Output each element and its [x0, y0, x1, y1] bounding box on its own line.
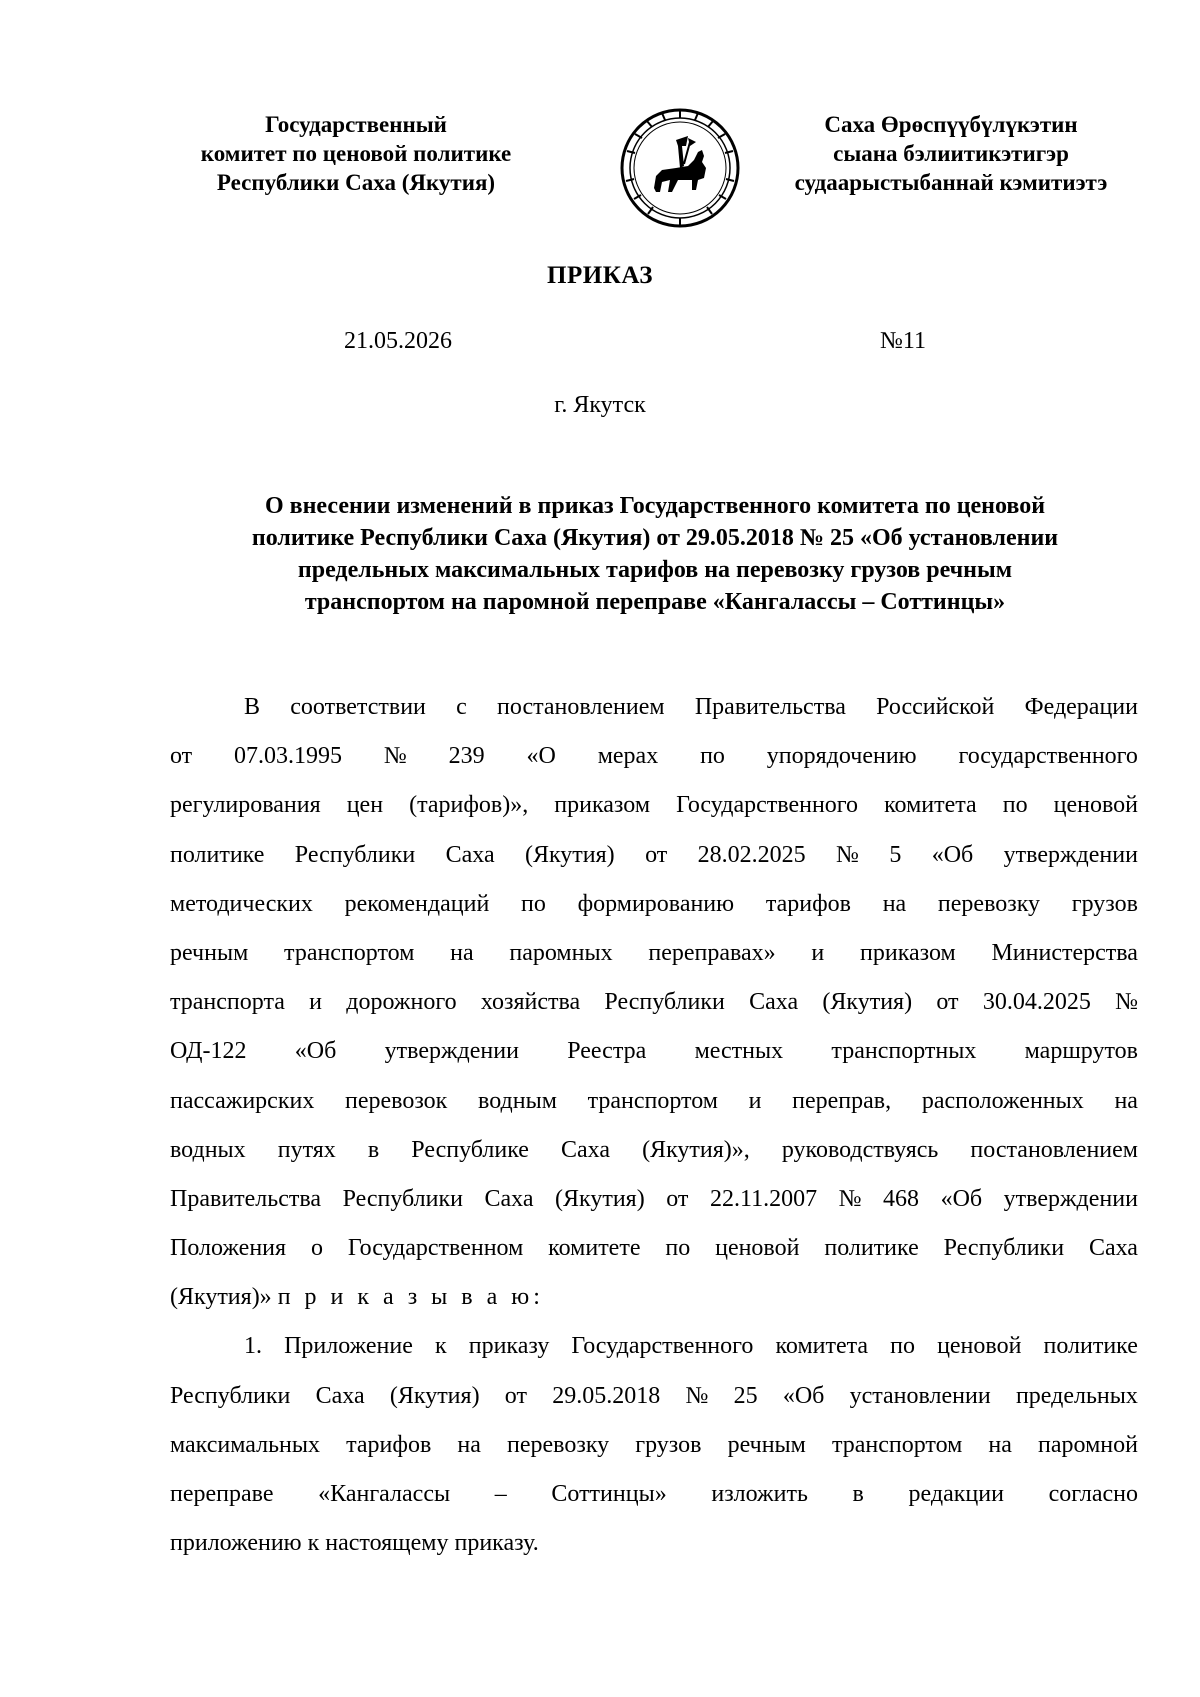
body-word: перевозку — [937, 890, 1041, 917]
agency-name-ru-line-1: Государственный — [265, 112, 447, 137]
body-word: «Кангалассы — [318, 1481, 451, 1507]
body-word: грузов — [1071, 890, 1138, 917]
body-line — [170, 1027, 1138, 1076]
order-subject — [170, 490, 1140, 618]
body-word: на — [457, 1431, 481, 1458]
body-word: Саха — [484, 1185, 534, 1212]
body-word: № — [383, 743, 407, 770]
body-word: комитета — [884, 792, 977, 819]
body-word: государственного — [958, 743, 1138, 770]
body-word: на — [450, 939, 474, 966]
body-word: речным — [727, 1431, 806, 1458]
body-word: 5 — [889, 841, 902, 868]
order-verb: п р и к а з ы в а ю: — [277, 1284, 544, 1311]
body-line — [170, 880, 1138, 929]
body-word: ОД-122 — [170, 1038, 247, 1065]
body-word: транспортных — [831, 1038, 977, 1065]
body-word: Республики — [342, 1185, 463, 1212]
body-word: Государственного — [676, 792, 859, 819]
body-word: «Об — [931, 841, 974, 868]
body-word: № — [685, 1382, 709, 1409]
body-line — [170, 929, 1138, 978]
order-city: г. Якутск — [554, 392, 646, 418]
body-word: 22.11.2007 — [709, 1185, 818, 1212]
body-word: переправ, — [792, 1087, 892, 1114]
body-word: согласно — [1048, 1481, 1138, 1507]
body-word: расположенных — [921, 1087, 1084, 1114]
body-word: паромных — [509, 939, 613, 966]
body-text-fragment: приложению к настоящему приказу. — [170, 1530, 539, 1557]
body-line — [170, 1421, 1138, 1470]
body-word: от — [936, 989, 959, 1016]
body-word: Саха — [749, 989, 799, 1016]
body-word: ценовой — [937, 1333, 1022, 1360]
body-word: изложить — [711, 1481, 808, 1507]
body-word: 239 — [448, 743, 485, 770]
body-word: и — [309, 989, 323, 1016]
body-word: Республики — [604, 989, 725, 1016]
body-word: по — [700, 743, 725, 770]
body-word: транспортом — [284, 939, 415, 966]
body-word: № — [836, 841, 859, 868]
body-word: на — [1114, 1087, 1138, 1114]
body-word: транспорта — [170, 989, 285, 1016]
body-word: (Якутия) — [822, 989, 913, 1016]
body-line — [170, 1224, 1138, 1273]
body-line — [170, 1273, 1138, 1322]
body-word: руководствуясь — [781, 1136, 939, 1163]
body-word: «Об — [940, 1185, 983, 1212]
subject-line: О внесении изменений в приказ Государственного комитета по ценовой — [264, 493, 1046, 519]
body-word: политике — [1043, 1333, 1138, 1360]
body-line — [170, 831, 1138, 880]
body-word: 29.05.2018 — [552, 1382, 661, 1409]
subject-line: предельных максимальных тарифов на перевозку грузов речным — [297, 557, 1013, 583]
body-word: Положения — [170, 1235, 287, 1262]
body-word: комитете — [548, 1235, 641, 1262]
body-word: речным — [170, 939, 249, 966]
body-word: переправах» — [648, 939, 776, 966]
body-word: от — [504, 1382, 527, 1409]
body-line — [170, 1175, 1138, 1224]
body-word: мерах — [597, 743, 659, 770]
body-word: рекомендаций — [344, 890, 490, 917]
body-word: соответствии — [290, 694, 426, 720]
body-word: по — [665, 1235, 691, 1262]
order-body — [170, 683, 1138, 1568]
agency-name-sah-line-3: судаарыстыбаннай кэмитиэтэ — [794, 170, 1108, 195]
body-word: Республики — [170, 1382, 291, 1409]
body-word: комитета — [775, 1333, 869, 1360]
body-word: к — [434, 1333, 447, 1360]
body-word: Саха — [1088, 1235, 1138, 1262]
body-word: «О — [526, 743, 556, 770]
body-word: приказом — [860, 939, 956, 966]
body-line — [170, 1077, 1138, 1126]
body-text-fragment: (Якутия)» — [170, 1284, 272, 1311]
body-word: и — [748, 1087, 762, 1114]
subject-line: политике Республики Саха (Якутия) от 29.05.2018 № 25 «Об установлении — [251, 525, 1059, 551]
body-word: цен — [346, 792, 384, 819]
body-word: упорядочению — [766, 743, 917, 770]
body-word: паромной — [1038, 1431, 1138, 1458]
body-word: Государственном — [347, 1235, 524, 1262]
body-word: тарифов — [765, 890, 851, 917]
body-word: от — [666, 1185, 689, 1212]
body-word: водных — [170, 1136, 246, 1163]
agency-name-sah-line-1: Саха Өрөспүүбүлүкэтин — [824, 112, 1078, 137]
body-line — [170, 1519, 1138, 1568]
subject-line: транспортом на паромной переправе «Кангалассы – Соттинцы» — [304, 589, 1006, 615]
agency-name-sah-line-2: сыана бэлиитикэтигэр — [833, 141, 1069, 166]
body-line — [170, 781, 1138, 830]
body-word: Реестра — [567, 1038, 647, 1065]
body-line — [170, 683, 1138, 732]
body-word: ценовой — [715, 1235, 800, 1262]
body-word: от — [170, 743, 193, 770]
body-word: постановлением — [970, 1136, 1138, 1163]
agency-name-ru-line-2: комитет по ценовой политике — [200, 141, 512, 166]
body-word: предельных — [1015, 1382, 1138, 1409]
sakha-republic-emblem-icon — [618, 106, 742, 230]
body-word: о — [310, 1235, 323, 1262]
body-word: тарифов — [346, 1431, 432, 1458]
body-word: утверждении — [384, 1038, 519, 1065]
body-word: 07.03.1995 — [234, 743, 343, 770]
body-word: политике — [170, 841, 265, 868]
body-word: (Якутия) — [555, 1185, 645, 1212]
body-word: и — [811, 939, 825, 966]
body-word: максимальных — [170, 1431, 321, 1458]
body-word: Министерства — [991, 939, 1138, 966]
body-word: перевозок — [345, 1087, 448, 1114]
body-word: № — [838, 1185, 862, 1212]
body-word: 468 — [883, 1185, 920, 1212]
body-word: по — [1002, 792, 1028, 819]
body-word: Правительства — [170, 1185, 322, 1212]
body-line — [170, 1470, 1138, 1519]
body-word: дорожного — [346, 989, 457, 1016]
body-word: Правительства — [694, 694, 846, 720]
body-word: по — [890, 1333, 915, 1360]
body-line — [170, 1126, 1138, 1175]
body-word: Республики — [943, 1235, 1065, 1262]
body-line — [170, 1372, 1138, 1421]
body-word: (тарифов)», — [409, 792, 529, 819]
body-word: Российской — [876, 694, 995, 720]
body-word: «Об — [782, 1382, 825, 1409]
body-word: 1. — [244, 1333, 262, 1360]
body-word: установлении — [849, 1382, 991, 1409]
order-number: №11 — [880, 328, 927, 354]
body-word: ценовой — [1053, 792, 1138, 819]
body-word: в — [852, 1481, 864, 1507]
body-word: 25 — [733, 1382, 758, 1409]
body-word: Республике — [411, 1136, 529, 1163]
body-word: № — [1115, 989, 1138, 1016]
body-word: приказу — [468, 1333, 550, 1360]
body-word: постановлением — [497, 694, 665, 720]
body-word: «Об — [294, 1038, 337, 1065]
body-word: (Якутия) — [389, 1382, 480, 1409]
body-word: грузов — [635, 1431, 702, 1458]
body-word: (Якутия) — [524, 841, 615, 868]
agency-name-russian — [150, 110, 562, 197]
body-word: по — [521, 890, 546, 917]
body-word: – — [494, 1481, 507, 1507]
body-line — [170, 978, 1138, 1027]
order-date: 21.05.2026 — [344, 328, 452, 354]
body-word: методических — [170, 890, 313, 917]
body-word: Саха — [315, 1382, 365, 1409]
body-word: водным — [478, 1087, 557, 1114]
body-word: в — [367, 1136, 380, 1163]
body-word: Государственного — [571, 1333, 754, 1360]
body-word: 28.02.2025 — [697, 841, 806, 868]
body-word: местных — [694, 1038, 784, 1065]
body-line — [170, 732, 1138, 781]
body-word: утверждении — [1003, 841, 1138, 868]
body-word: Приложение — [284, 1333, 413, 1360]
body-word: Республики — [294, 841, 416, 868]
body-word: маршрутов — [1024, 1038, 1138, 1065]
body-word: Саха — [560, 1136, 610, 1163]
body-word: регулирования — [170, 792, 321, 819]
body-word: приказом — [554, 792, 651, 819]
body-word: формированию — [577, 890, 735, 917]
body-word: перевозку — [507, 1431, 610, 1458]
body-word: на — [988, 1431, 1012, 1458]
body-word: Соттинцы» — [551, 1481, 667, 1507]
agency-name-ru-line-3: Республики Саха (Якутия) — [216, 170, 496, 195]
body-word: В — [244, 694, 261, 720]
agency-name-sakha — [745, 110, 1157, 197]
document-title: ПРИКАЗ — [547, 262, 653, 289]
body-word: транспортом — [587, 1087, 718, 1114]
body-word: пассажирских — [170, 1087, 315, 1114]
body-word: Федерации — [1024, 694, 1138, 720]
body-word: переправе — [170, 1481, 274, 1507]
body-word: на — [882, 890, 907, 917]
body-word: путях — [277, 1136, 336, 1163]
body-word: (Якутия)», — [642, 1136, 750, 1163]
body-word: редакции — [908, 1481, 1004, 1507]
body-word: с — [456, 694, 467, 720]
body-word: утверждении — [1003, 1185, 1138, 1212]
body-word: Саха — [445, 841, 495, 868]
body-word: хозяйства — [480, 989, 581, 1016]
body-word: от — [645, 841, 668, 868]
body-word: 30.04.2025 — [982, 989, 1091, 1016]
body-word: транспортом — [831, 1431, 963, 1458]
body-word: политике — [824, 1235, 919, 1262]
body-line — [170, 1322, 1138, 1371]
